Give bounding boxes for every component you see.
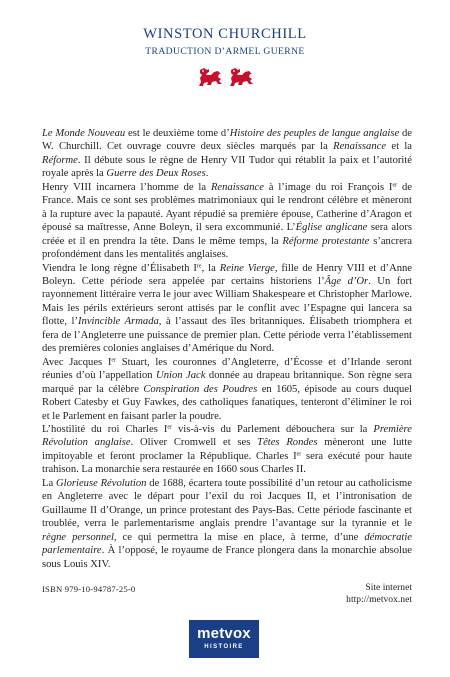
text: Avec Jacques I xyxy=(42,356,112,368)
emphasis: Têtes Rondes xyxy=(257,437,318,449)
text: de 1688, écartera toute possibilité d’un retour au catholicisme en Angleterre avec le départ pour l’exil du roi Jacques II, et l’intronisation de Guillaume II d’Orange, un prince protestant des Pays-Bas. Cette période fascinante et troublée, verra le parlementarisme anglais prendre l’avantage sur la tyrannie et le xyxy=(42,477,413,530)
text: de France. Mais ce sont ses problèmes matrimoniaux qui le rendront célèbre et mèneront à la rupture avec la papauté. Ayant répudié sa première épouse, Catherine d’Aragon et épousé sa maîtresse, Anne Boleyn, il sera excommunié. L’ xyxy=(42,181,412,234)
text: et la xyxy=(386,141,412,153)
text: est le deuxième tome d’ xyxy=(125,128,230,139)
emphasis: règne personnel xyxy=(42,531,114,543)
text: de W. Churchill. Cet ouvrage couvre deux siècles marqués par la xyxy=(42,128,412,153)
emphasis: Invincible Armada, xyxy=(78,316,162,328)
ordinal-superscript: er xyxy=(111,357,117,364)
emphasis: Âge d’Or xyxy=(324,275,369,287)
publisher-logo-subtitle: HISTOIRE xyxy=(204,644,244,650)
publisher-logo-name: metvox xyxy=(197,625,251,642)
emphasis: Guerre des Deux Roses xyxy=(106,168,206,180)
emphasis: Conspiration des Poudres xyxy=(143,383,258,395)
emphasis: Glorieuse Révolution xyxy=(55,477,147,489)
ordinal-superscript: er xyxy=(167,424,173,431)
publisher-logo xyxy=(189,620,259,658)
text: . À l’opposé, le royaume de France plongera dans la monarchie absolue sous Louis XIV. xyxy=(42,545,412,570)
text: , la xyxy=(201,262,220,274)
heraldic-lion-left-icon xyxy=(199,68,222,86)
paragraph-1 xyxy=(42,127,412,181)
text: L’hostilité du roi Charles I xyxy=(42,423,168,435)
text: Stuart, les couronnes d’Angleterre, d’Écosse et d’Irlande seront réunies d’où l’appellation xyxy=(42,356,412,382)
ordinal-superscript: re xyxy=(196,263,202,270)
text: sera alors créée et il en prendra la tête. Dans le même temps, la xyxy=(42,222,412,247)
website-label: Site internet xyxy=(365,582,412,593)
paragraph-4 xyxy=(42,356,412,423)
text: . Un fort rayonnement littéraire verra le jour avec William Shakespeare et Christopher Marlowe. Mais les périls extérieurs seront attisés par le conflit avec l’Espagne qui lancera sa flotte, l’ xyxy=(42,275,413,328)
text: , fille de Henry VIII et d’Anne Boleyn. Cette période sera appelée par certains historiens l’ xyxy=(42,262,413,287)
paragraph-3 xyxy=(42,262,412,356)
two-heraldic-lions-icon xyxy=(197,66,255,88)
emphasis: démocratie parlementaire xyxy=(42,531,412,557)
back-cover-summary xyxy=(42,127,412,571)
text: à l’assaut des îles britanniques. Élisabeth triomphera et fera de l’Angleterre une puissance de premier plan. Cette période verra l’établissement des premières colonies anglaises d’Amérique du Nord. xyxy=(42,316,412,355)
paragraph-6 xyxy=(42,477,412,571)
emphasis: Réforme protestante xyxy=(282,235,370,247)
emphasis: Église anglicane xyxy=(295,222,368,234)
translator-credit: TRADUCTION D’ARMEL GUERNE xyxy=(145,46,305,57)
emphasis: Renaissance xyxy=(210,181,264,193)
emphasis: Première Révolution anglaise xyxy=(42,423,412,449)
text: Viendra le long règne d’Élisabeth I xyxy=(42,262,197,274)
header xyxy=(0,26,450,57)
text: en 1605, épisode au cours duquel Robert Catesby et Guy Fawkes, des catholiques fanatiques, tenteront d’éliminer le roi et le Parlement en faisant parler la poudre. xyxy=(42,383,412,422)
text: Henry VIII incarnera l’homme de la xyxy=(42,181,211,193)
text: , ce qui permettra la mise en place, à terme, d’une xyxy=(113,531,365,543)
heraldic-lion-right-icon xyxy=(230,68,253,86)
author-name: WINSTON CHURCHILL xyxy=(143,26,307,42)
text: La xyxy=(42,477,56,489)
series-title: Histoire des peuples de langue anglaise xyxy=(229,128,400,139)
emphasis: Union Jack xyxy=(156,370,206,382)
text: . Il débute sous le règne de Henry VII Tudor qui rétablit la paix et l’autorité royale après la xyxy=(42,154,412,180)
ordinal-superscript: er xyxy=(296,451,302,458)
isbn-number: ISBN 979-10-94787-25-0 xyxy=(42,584,136,594)
paragraph-5 xyxy=(42,423,412,477)
text: . xyxy=(205,168,209,180)
text: sera exécuté pour haute trahison. La monarchie sera restaurée en 1660 sous Charles II. xyxy=(42,450,413,476)
text: s’ancrera profondément dans les mentalités anglaises. xyxy=(42,235,413,261)
emphasis: Réforme xyxy=(42,154,78,166)
ordinal-superscript: er xyxy=(392,182,398,189)
text: vis-à-vis du Parlement débouchera sur la xyxy=(172,423,374,435)
emphasis: Renaissance xyxy=(333,141,387,153)
text: à l’image du roi François I xyxy=(263,181,393,193)
website-block xyxy=(346,582,412,606)
website-url: http://metvox.net xyxy=(346,594,412,605)
emphasis: Reine Vierge xyxy=(219,262,275,274)
text: donnée au drapeau britannique. Son règne sera marqué par la célèbre xyxy=(42,370,412,395)
book-title: Le Monde Nouveau xyxy=(42,128,126,139)
paragraph-2 xyxy=(42,181,412,262)
text: . Oliver Cromwell et ses xyxy=(130,437,258,449)
text: mèneront une lutte impitoyable et feront proclamer la République. Charles I xyxy=(42,437,412,462)
